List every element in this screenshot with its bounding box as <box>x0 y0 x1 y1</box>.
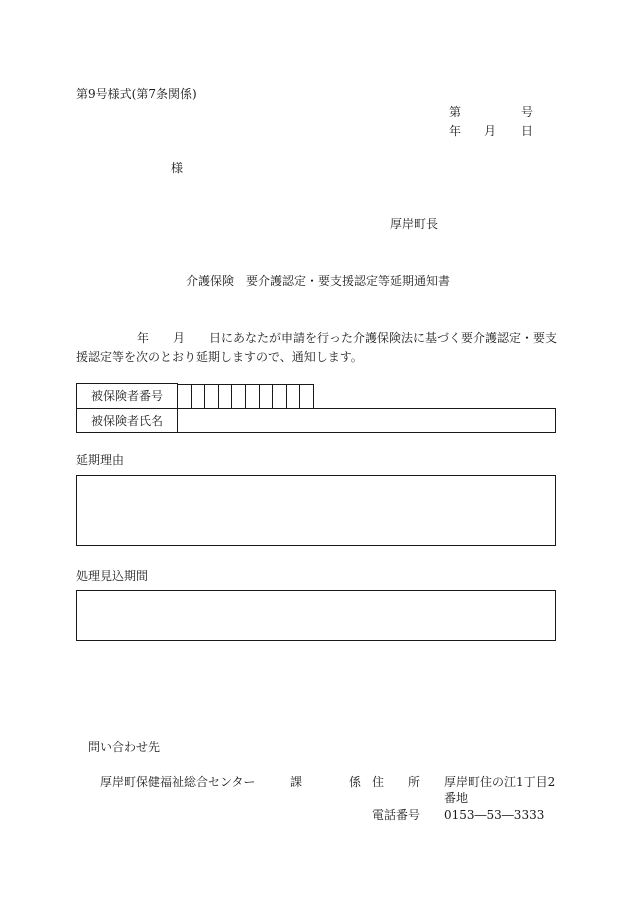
contact-address-label: 住 所 <box>372 775 421 789</box>
date-month: 月 <box>484 124 497 138</box>
issuer: 厚岸町長 <box>390 217 439 231</box>
expected-period-label: 処理見込期間 <box>76 569 149 583</box>
body-year: 年 <box>137 331 150 345</box>
contact-heading: 問い合わせ先 <box>88 740 161 754</box>
insured-name-field[interactable] <box>178 408 556 432</box>
reason-label: 延期理由 <box>76 453 125 467</box>
digit-box[interactable] <box>219 385 233 408</box>
contact-address-line2: 番地 <box>444 791 469 805</box>
contact-phone-label: 電話番号 <box>372 808 421 822</box>
insured-name-row <box>77 408 556 432</box>
insured-number-digit-boxes <box>178 384 314 408</box>
document-title: 介護保険 要介護認定・要支援認定等延期通知書 <box>186 274 451 288</box>
contact-address-line1: 厚岸町住の江1丁目2 <box>444 775 556 789</box>
contact-section: 課 <box>290 775 303 789</box>
digit-box[interactable] <box>246 385 260 408</box>
doc-number-suffix: 号 <box>521 105 534 119</box>
digit-box[interactable] <box>192 385 206 408</box>
insured-name-label: 被保険者氏名 <box>77 408 178 432</box>
addressee-suffix: 様 <box>171 161 184 175</box>
contact-staff: 係 <box>349 775 362 789</box>
doc-number-prefix: 第 <box>449 105 462 119</box>
digit-box[interactable] <box>205 385 219 408</box>
expected-period-box[interactable] <box>76 590 556 641</box>
contact-org: 厚岸町保健福祉総合センター <box>100 775 256 789</box>
date-day: 日 <box>521 124 534 138</box>
reason-box[interactable] <box>76 475 556 546</box>
digit-box[interactable] <box>300 385 314 408</box>
insured-table <box>76 383 556 433</box>
digit-box[interactable] <box>232 385 246 408</box>
digit-box[interactable] <box>287 385 301 408</box>
insured-number-label: 被保険者番号 <box>77 384 178 409</box>
body-text-line1: 日にあなたが申請を行った介護保険法に基づく要介護認定・要支 <box>209 331 558 345</box>
digit-box[interactable] <box>273 385 287 408</box>
body-month: 月 <box>173 331 186 345</box>
insured-number-cell <box>178 384 556 409</box>
body-text-line2: 援認定等を次のとおり延期しますので、通知します。 <box>76 350 363 364</box>
form-number: 第9号様式(第7条関係) <box>76 87 197 101</box>
insured-number-row <box>77 384 556 409</box>
digit-box[interactable] <box>260 385 274 408</box>
contact-phone: 0153―53―3333 <box>444 808 545 822</box>
date-year: 年 <box>449 124 462 138</box>
digit-box[interactable] <box>178 385 192 408</box>
